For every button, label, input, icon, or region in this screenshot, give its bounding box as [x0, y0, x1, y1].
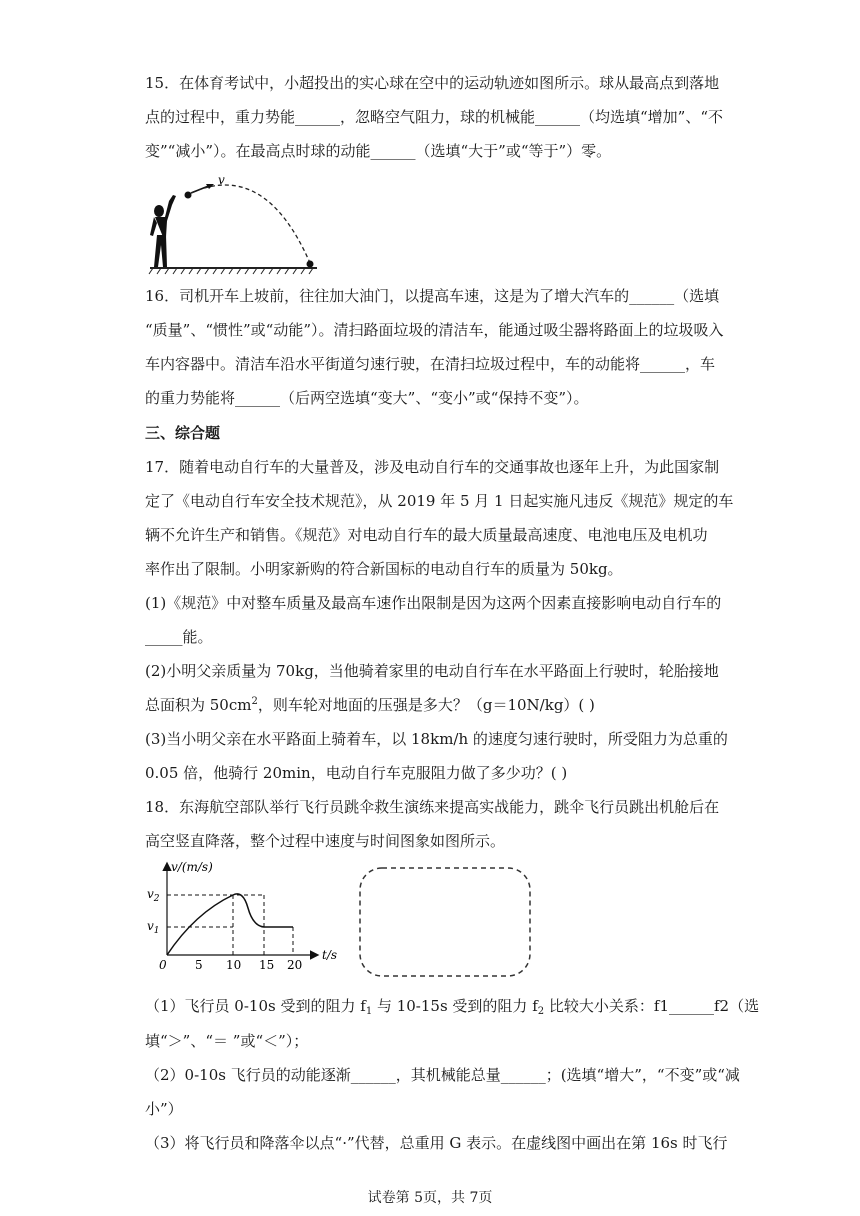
- q18-line-1: 18．东海航空部队举行飞行员跳伞救生演练来提高实战能力，跳伞飞行员跳出机舱后在: [145, 798, 720, 816]
- q18-part1-sub-2: 2: [537, 1006, 545, 1017]
- q17-part2-text-a: 总面积为 50cm: [145, 696, 252, 714]
- q17-part3-line-2: 0.05 倍，他骑行 20min，电动自行车克服阻力做了多少功？( ): [145, 764, 568, 782]
- q15-line-1: 15．在体育考试中，小超投出的实心球在空中的运动轨迹如图所示。球从最高点到落地: [145, 74, 720, 92]
- q18-velocity-time-graph: [145, 858, 345, 973]
- q17-part3-line-1: (3)当小明父亲在水平路面上骑着车，以 18km/h 的速度匀速行驶时，所受阻力为总重的: [145, 730, 728, 748]
- graph-tick-v2: $v_2$: [147, 887, 160, 904]
- q17-line-2: 定了《电动自行车安全技术规范》，从 2019 年 5 月 1 日起实施凡违反《规范》规定的车: [145, 492, 734, 510]
- q17-part2-line-1: (2)小明父亲质量为 70kg，当他骑着家里的电动自行车在水平路面上行驶时，轮胎接地: [145, 662, 719, 680]
- q17-part1-line-1: (1)《规范》中对整车质量及最高车速作出限制是因为这两个因素直接影响电动自行车的: [145, 594, 722, 612]
- q17-line-1: 17．随着电动自行车的大量普及，涉及电动自行车的交通事故也逐年上升，为此国家制: [145, 458, 720, 476]
- velocity-label: v: [218, 175, 225, 187]
- q18-part1-text-b: 与 10-15s 受到的阻力 f: [372, 997, 538, 1015]
- q17-part2-line-2: [145, 695, 725, 715]
- q17-line-4: 率作出了限制。小明家新购的符合新国标的电动自行车的质量为 50kg。: [145, 560, 623, 578]
- q15-trajectory-figure: [145, 175, 325, 275]
- q18-part1-line-1: [145, 996, 760, 1017]
- page-footer: 试卷第 5页，共 7页: [367, 1190, 493, 1206]
- q18-line-2: 高空竖直降落，整个过程中速度与时间图象如图所示。: [145, 832, 506, 850]
- graph-tick-x-15: 15: [259, 958, 275, 972]
- section-title: 三、综合题: [145, 424, 221, 442]
- q17-part2-superscript: 2: [251, 696, 258, 707]
- graph-tick-x-20: 20: [287, 958, 303, 972]
- graph-tick-x-0: 0: [159, 958, 167, 972]
- q16-line-2: “质量”、“惯性”或“动能”）。清扫路面垃圾的清洁车，能通过吸尘器将路面上的垃圾吸入: [145, 321, 724, 339]
- graph-tick-x-5: 5: [195, 958, 203, 972]
- q15-line-3: 变”“减小”）。在最高点时球的动能______（选填“大于”或“等于”）零。: [145, 142, 612, 160]
- q18-part2-line-2: 小”）: [145, 1100, 183, 1118]
- q16-line-3: 车内容器中。清洁车沿水平街道匀速行驶，在清扫垃圾过程中，车的动能将______，车: [145, 355, 716, 373]
- answer-dashed-box[interactable]: [358, 866, 532, 978]
- q17-line-3: 辆不允许生产和销售。《规范》对电动自行车的最大质量最高速度、电池电压及电机功: [145, 526, 708, 544]
- q17-part2-text-b: ，则车轮对地面的压强是多大？（g＝10N/kg）( ): [257, 696, 595, 714]
- graph-tick-x-10: 10: [226, 958, 242, 972]
- q18-part2-line-1: （2）0-10s 飞行员的动能逐渐______，其机械能总量______；(选填“增大”，“不变”或“减: [145, 1066, 740, 1084]
- q18-part3-line-1: （3）将飞行员和降落伞以点“·”代替，总重用 G 表示。在虚线图中画出在第 16s 时飞行: [145, 1134, 728, 1152]
- q18-part1-sub-1: 1: [365, 1006, 373, 1017]
- q18-part1-text-c: 比较大小关系：f1______f2（选: [544, 997, 760, 1015]
- q16-line-4: 的重力势能将______（后两空选填“变大”、“变小”或“保持不变”）。: [145, 389, 589, 407]
- q15-line-2: 点的过程中，重力势能______，忽略空气阻力，球的机械能______（均选填“增加”、“不: [145, 108, 724, 126]
- graph-x-label: t/s: [322, 948, 338, 962]
- graph-tick-v1: $v_1$: [147, 919, 160, 936]
- graph-y-label: v/(m/s): [171, 860, 213, 874]
- q17-part1-line-2: _____能。: [145, 628, 213, 646]
- q16-line-1: 16．司机开车上坡前，往往加大油门，以提高车速，这是为了增大汽车的______（选填: [145, 287, 720, 305]
- thrower-silhouette: [150, 195, 176, 267]
- q18-part1-line-2: 填“＞”、“＝ ”或“＜”）；: [145, 1032, 309, 1050]
- q18-part1-text-a: （1）飞行员 0-10s 受到的阻力 f: [145, 997, 366, 1015]
